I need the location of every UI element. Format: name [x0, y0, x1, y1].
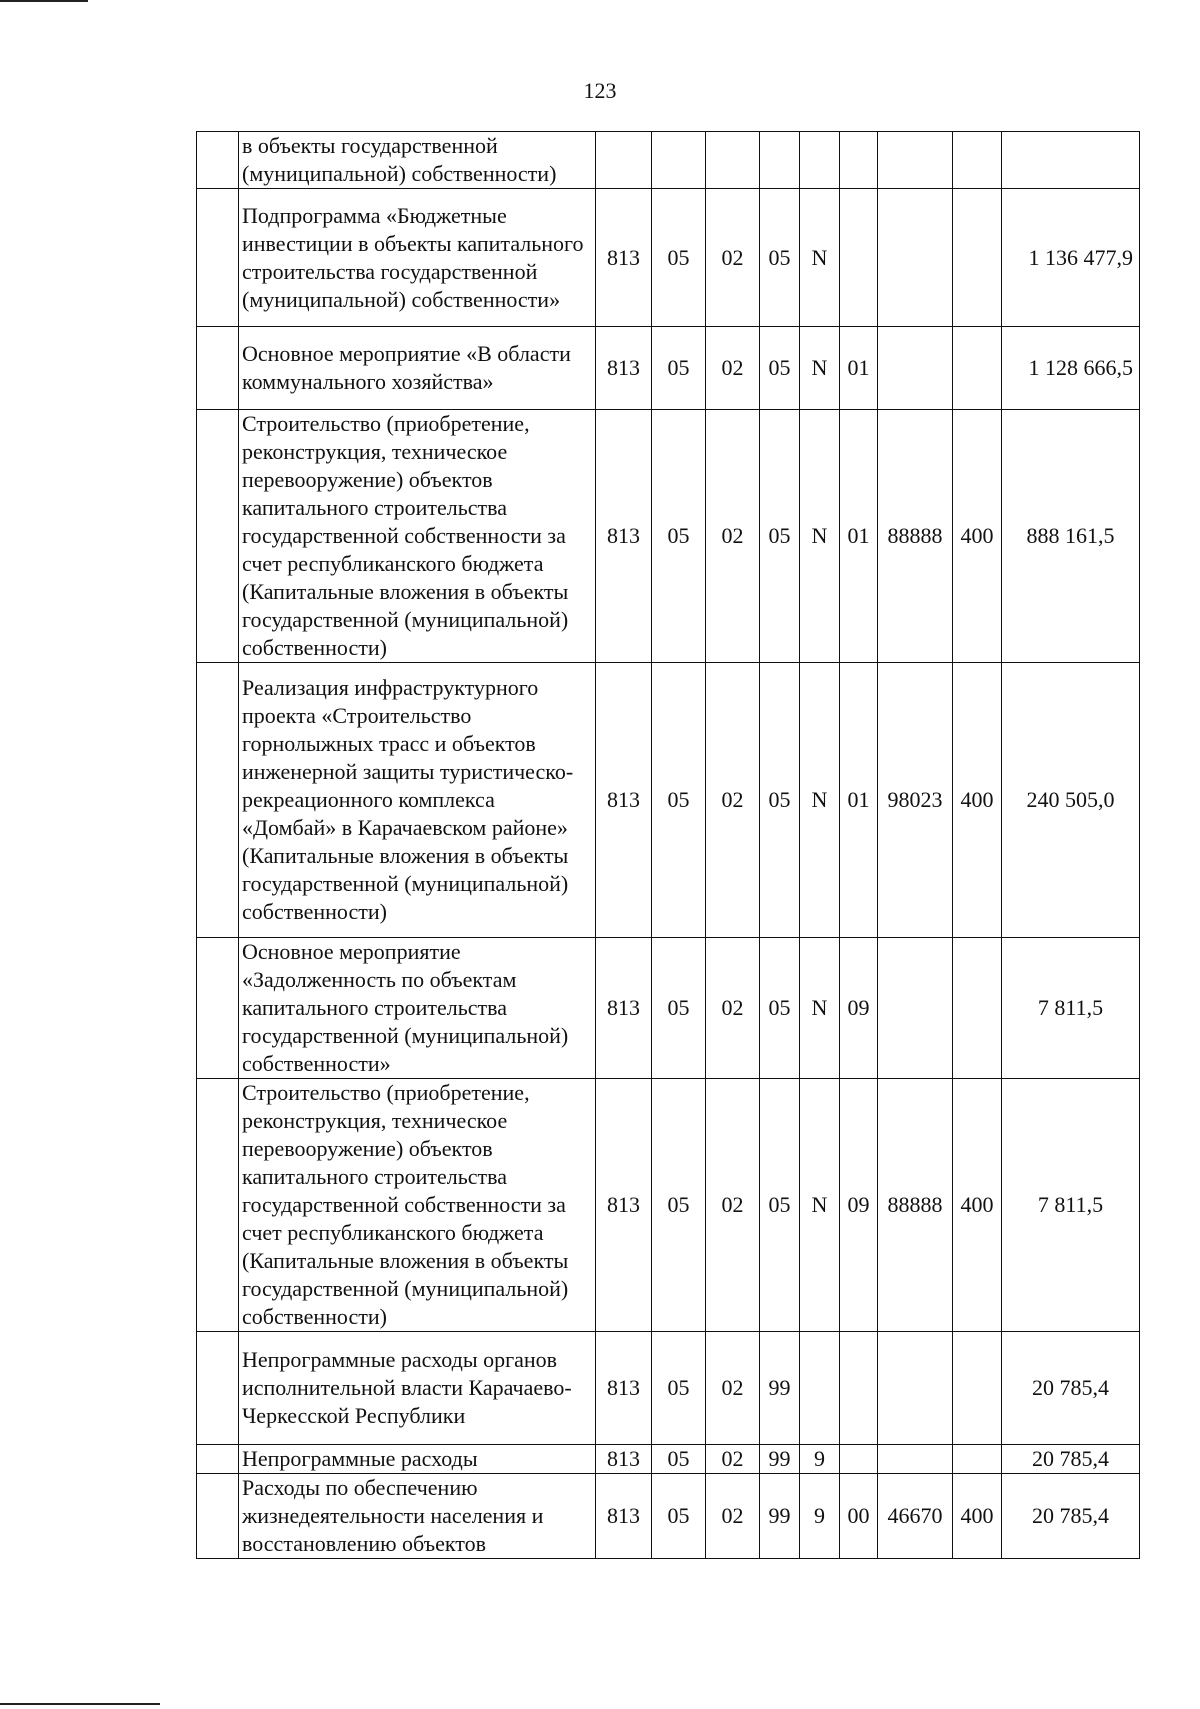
program-code-cell: 05 [760, 1079, 800, 1332]
scan-edge-mark [0, 0, 88, 2]
subsection-code-cell: 02 [706, 1332, 760, 1445]
program-code-cell: 05 [760, 189, 800, 327]
direction-code-cell: 88888 [878, 410, 953, 663]
expense-type-cell [953, 327, 1002, 410]
table-row [197, 663, 1140, 938]
expense-type-cell [953, 189, 1002, 327]
row-number-cell [197, 1332, 239, 1445]
section-code-cell: 05 [652, 1079, 706, 1332]
section-code-cell: 05 [652, 327, 706, 410]
measure-code-cell [840, 132, 878, 189]
direction-code-cell [878, 1332, 953, 1445]
table-row [197, 1332, 1140, 1445]
table-row [197, 1079, 1140, 1332]
amount-cell: 7 811,5 [1002, 938, 1140, 1079]
table-row [197, 132, 1140, 189]
ministry-code-cell: 813 [596, 1079, 652, 1332]
row-number-cell [197, 663, 239, 938]
subsection-code-cell: 02 [706, 189, 760, 327]
direction-code-cell [878, 132, 953, 189]
section-code-cell: 05 [652, 189, 706, 327]
program-code-cell [760, 132, 800, 189]
amount-cell: 1 136 477,9 [1002, 189, 1140, 327]
table-row [197, 938, 1140, 1079]
expense-type-cell [953, 1332, 1002, 1445]
scan-edge-mark [0, 1703, 160, 1705]
expense-type-cell: 400 [953, 1474, 1002, 1559]
subprogram-code-cell: 9 [800, 1474, 840, 1559]
table-row [197, 189, 1140, 327]
subprogram-code-cell: N [800, 189, 840, 327]
direction-code-cell [878, 327, 953, 410]
expense-type-cell [953, 132, 1002, 189]
program-code-cell: 99 [760, 1332, 800, 1445]
ministry-code-cell: 813 [596, 410, 652, 663]
amount-cell [1002, 132, 1140, 189]
program-code-cell: 99 [760, 1474, 800, 1559]
page-number: 123 [583, 78, 617, 103]
row-number-cell [197, 410, 239, 663]
table-row [197, 410, 1140, 663]
subsection-code-cell: 02 [706, 938, 760, 1079]
ministry-code-cell: 813 [596, 1445, 652, 1474]
item-name-cell: Строительство (приобретение, реконструкция, техническое перевооружение) объектов капитального строительства государственной собственности за счет республиканского бюджета (Капитальные вложения в объекты государственной (муниципальной) собственности) [239, 1079, 596, 1332]
amount-cell: 20 785,4 [1002, 1332, 1140, 1445]
measure-code-cell [840, 189, 878, 327]
amount-cell: 1 128 666,5 [1002, 327, 1140, 410]
expense-type-cell [953, 938, 1002, 1079]
ministry-code-cell: 813 [596, 1332, 652, 1445]
subsection-code-cell: 02 [706, 1474, 760, 1559]
direction-code-cell: 46670 [878, 1474, 953, 1559]
section-code-cell: 05 [652, 663, 706, 938]
item-name-cell: Непрограммные расходы органов исполнительной власти Карачаево-Черкесской Республики [239, 1332, 596, 1445]
program-code-cell: 05 [760, 938, 800, 1079]
program-code-cell: 05 [760, 327, 800, 410]
expense-type-cell: 400 [953, 410, 1002, 663]
amount-cell: 20 785,4 [1002, 1445, 1140, 1474]
item-name-cell: Основное мероприятие «Задолженность по объектам капитального строительства государственной (муниципальной) собственности» [239, 938, 596, 1079]
program-code-cell: 05 [760, 410, 800, 663]
section-code-cell: 05 [652, 1445, 706, 1474]
row-number-cell [197, 327, 239, 410]
direction-code-cell [878, 938, 953, 1079]
item-name-cell: Расходы по обеспечению жизнедеятельности населения и восстановлению объектов [239, 1474, 596, 1559]
ministry-code-cell: 813 [596, 1474, 652, 1559]
amount-cell: 7 811,5 [1002, 1079, 1140, 1332]
subprogram-code-cell: N [800, 327, 840, 410]
subsection-code-cell: 02 [706, 663, 760, 938]
subsection-code-cell: 02 [706, 410, 760, 663]
row-number-cell [197, 189, 239, 327]
ministry-code-cell: 813 [596, 938, 652, 1079]
measure-code-cell: 01 [840, 410, 878, 663]
item-name-cell: Реализация инфраструктурного проекта «Строительство горнолыжных трасс и объектов инженерной защиты туристическо-рекреационного комплекса «Домбай» в Карачаевском районе» (Капитальные вложения в объекты государственной (муниципальной) собственности) [239, 663, 596, 938]
budget-table [196, 131, 1140, 1559]
section-code-cell [652, 132, 706, 189]
amount-cell: 20 785,4 [1002, 1474, 1140, 1559]
subprogram-code-cell: N [800, 1079, 840, 1332]
direction-code-cell: 88888 [878, 1079, 953, 1332]
direction-code-cell: 98023 [878, 663, 953, 938]
item-name-cell: Подпрограмма «Бюджетные инвестиции в объекты капитального строительства государственной (муниципальной) собственности» [239, 189, 596, 327]
subsection-code-cell: 02 [706, 1445, 760, 1474]
ministry-code-cell: 813 [596, 663, 652, 938]
expense-type-cell: 400 [953, 1079, 1002, 1332]
ministry-code-cell [596, 132, 652, 189]
item-name-cell: Строительство (приобретение, реконструкция, техническое перевооружение) объектов капитального строительства государственной собственности за счет республиканского бюджета (Капитальные вложения в объекты государственной (муниципальной) собственности) [239, 410, 596, 663]
direction-code-cell [878, 189, 953, 327]
subsection-code-cell [706, 132, 760, 189]
subprogram-code-cell [800, 132, 840, 189]
ministry-code-cell: 813 [596, 327, 652, 410]
program-code-cell: 99 [760, 1445, 800, 1474]
table-row [197, 1474, 1140, 1559]
section-code-cell: 05 [652, 1332, 706, 1445]
measure-code-cell: 09 [840, 938, 878, 1079]
measure-code-cell: 01 [840, 663, 878, 938]
amount-cell: 240 505,0 [1002, 663, 1140, 938]
subprogram-code-cell: N [800, 663, 840, 938]
subsection-code-cell: 02 [706, 327, 760, 410]
direction-code-cell [878, 1445, 953, 1474]
row-number-cell [197, 1445, 239, 1474]
amount-cell: 888 161,5 [1002, 410, 1140, 663]
subsection-code-cell: 02 [706, 1079, 760, 1332]
subprogram-code-cell: N [800, 410, 840, 663]
table-row [197, 1445, 1140, 1474]
row-number-cell [197, 938, 239, 1079]
measure-code-cell [840, 1445, 878, 1474]
ministry-code-cell: 813 [596, 189, 652, 327]
row-number-cell [197, 1474, 239, 1559]
measure-code-cell: 01 [840, 327, 878, 410]
section-code-cell: 05 [652, 410, 706, 663]
measure-code-cell [840, 1332, 878, 1445]
item-name-cell: в объекты государственной (муниципальной) собственности) [239, 132, 596, 189]
program-code-cell: 05 [760, 663, 800, 938]
section-code-cell: 05 [652, 938, 706, 1079]
row-number-cell [197, 132, 239, 189]
table-row [197, 327, 1140, 410]
section-code-cell: 05 [652, 1474, 706, 1559]
subprogram-code-cell [800, 1332, 840, 1445]
row-number-cell [197, 1079, 239, 1332]
item-name-cell: Основное мероприятие «В области коммунального хозяйства» [239, 327, 596, 410]
subprogram-code-cell: N [800, 938, 840, 1079]
measure-code-cell: 00 [840, 1474, 878, 1559]
expense-type-cell: 400 [953, 663, 1002, 938]
measure-code-cell: 09 [840, 1079, 878, 1332]
item-name-cell: Непрограммные расходы [239, 1445, 596, 1474]
expense-type-cell [953, 1445, 1002, 1474]
subprogram-code-cell: 9 [800, 1445, 840, 1474]
